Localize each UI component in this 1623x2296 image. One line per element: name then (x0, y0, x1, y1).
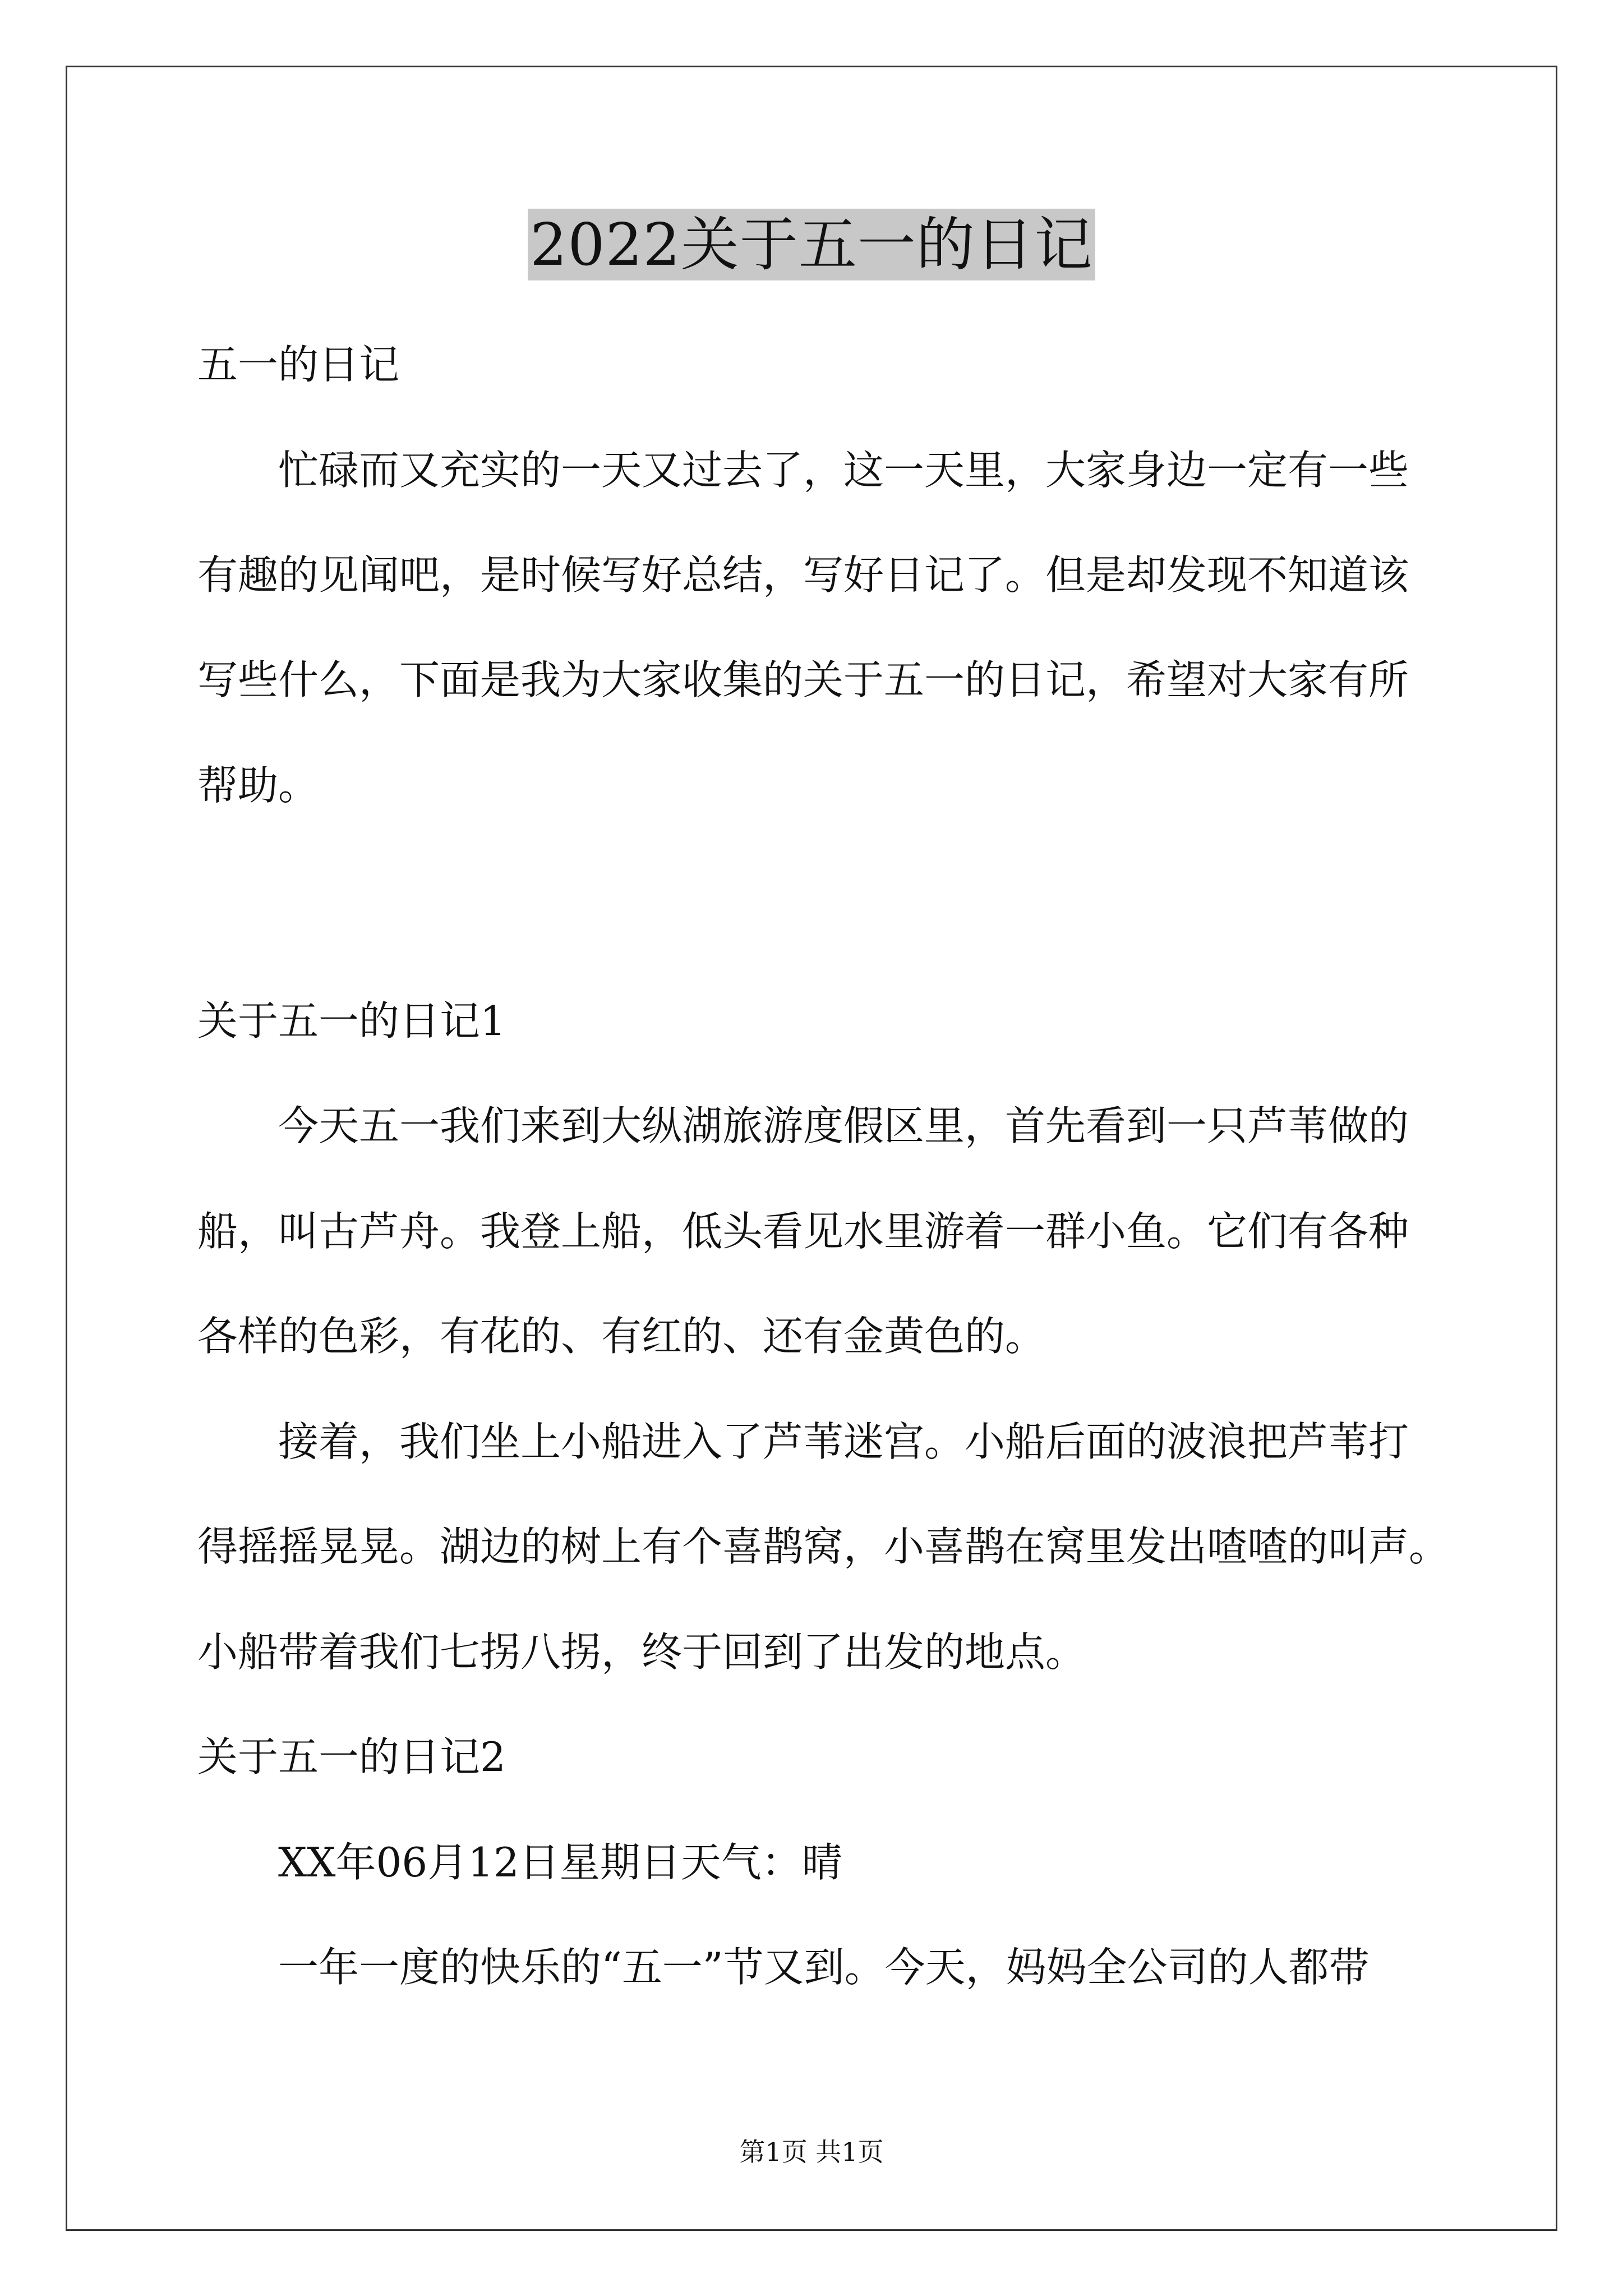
diary-date-line: XX年06月12日星期日天气：晴 (278, 1839, 842, 1886)
paragraph-line: 一年一度的快乐的“五一”节又到。今天，妈妈全公司的人都带 (278, 1944, 1370, 1991)
intro-heading: 五一的日记 (197, 341, 400, 388)
section-heading-1: 关于五一的日记1 (197, 997, 506, 1045)
paragraph-line: 得摇摇晃晃。湖边的树上有个喜鹊窝，小喜鹊在窝里发出喳喳的叫声。 (197, 1523, 1450, 1570)
page-footer: 第1页 共1页 (739, 2137, 884, 2167)
paragraph-line: 写些什么，下面是我为大家收集的关于五一的日记，希望对大家有所 (197, 656, 1409, 703)
paragraph-line: 小船带着我们七拐八拐，终于回到了出发的地点。 (197, 1628, 1086, 1676)
paragraph-line: 今天五一我们来到大纵湖旅游度假区里，首先看到一只芦苇做的 (278, 1102, 1409, 1149)
paragraph-line: 忙碌而又充实的一天又过去了，这一天里，大家身边一定有一些 (278, 447, 1409, 494)
section-heading-2: 关于五一的日记2 (197, 1733, 506, 1780)
title-container (0, 209, 1623, 280)
paragraph-line: 帮助。 (197, 762, 319, 809)
paragraph-line: 有趣的见闻吧，是时候写好总结，写好日记了。但是却发现不知道该 (197, 551, 1409, 599)
paragraph-line: 各样的色彩，有花的、有红的、还有金黄色的。 (197, 1313, 1046, 1360)
document-title: 2022关于五一的日记 (528, 209, 1095, 280)
paragraph-line: 接着，我们坐上小船进入了芦苇迷宫。小船后面的波浪把芦苇打 (278, 1418, 1409, 1465)
paragraph-line: 船，叫古芦舟。我登上船，低头看见水里游着一群小鱼。它们有各种 (197, 1208, 1409, 1255)
